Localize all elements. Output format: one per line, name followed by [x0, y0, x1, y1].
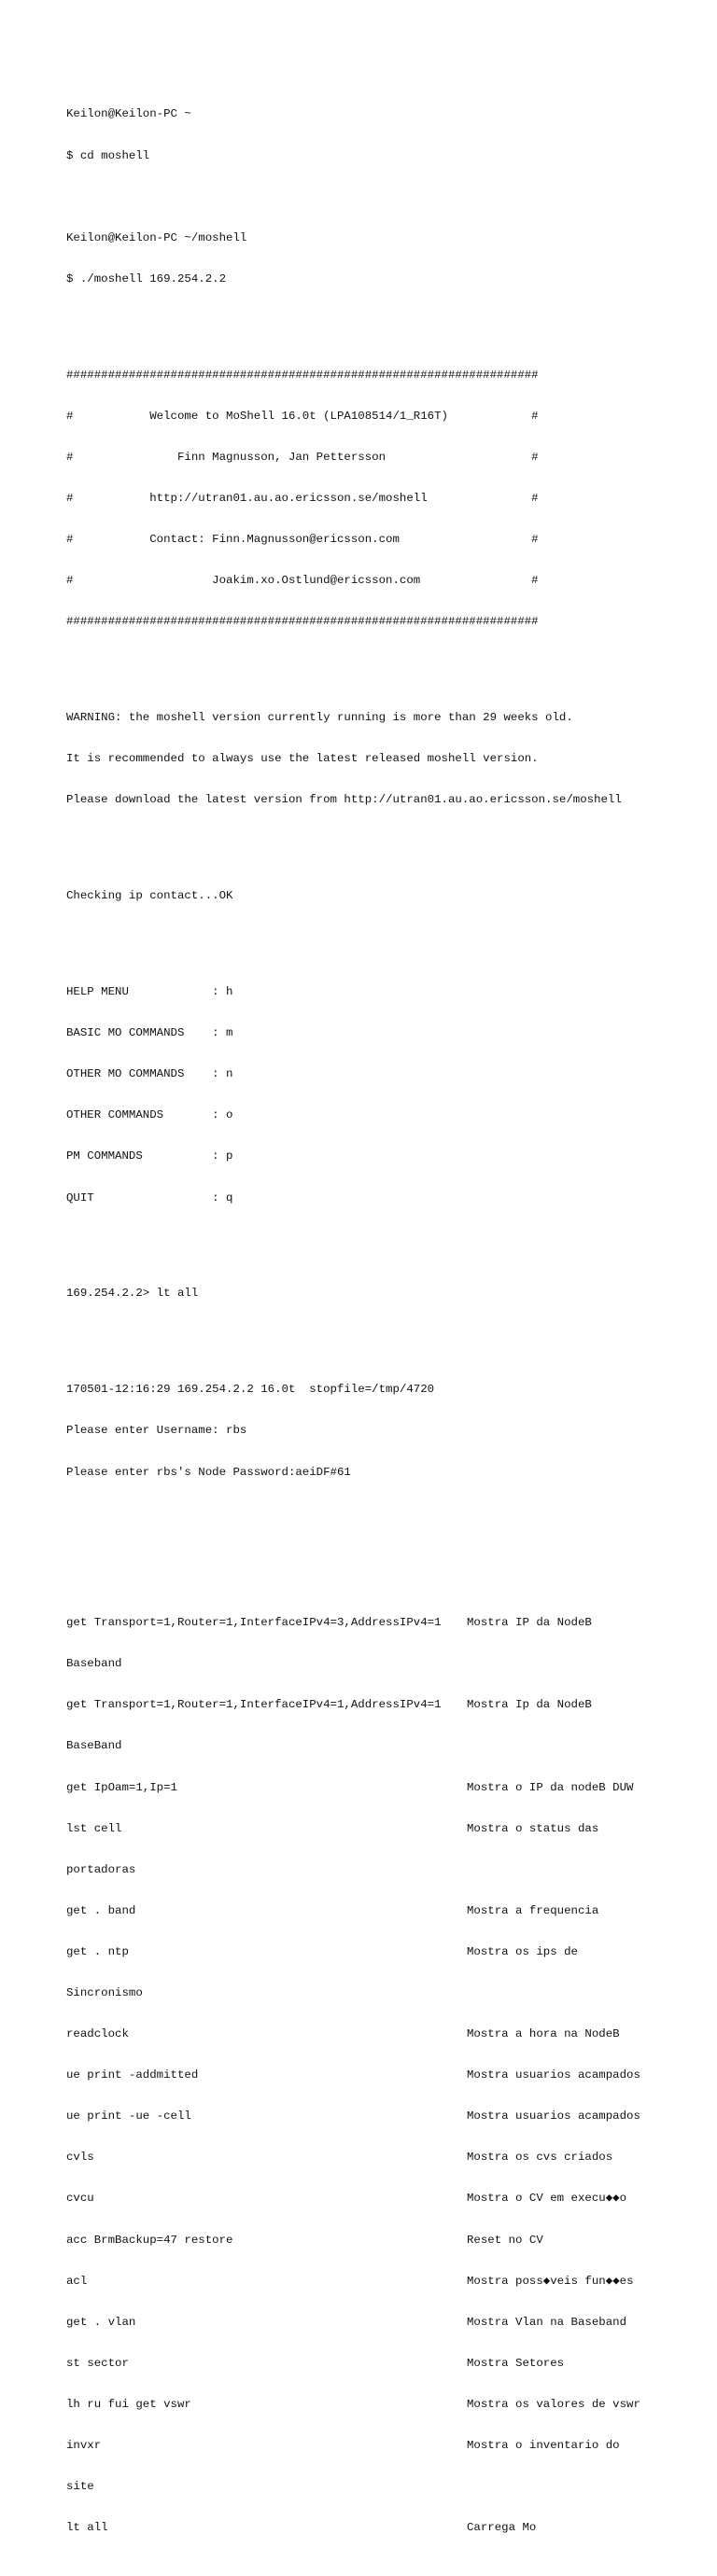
- warning-line: Please download the latest version from http://utran01.au.ao.ericsson.se/moshell: [66, 793, 622, 807]
- banner-line: # Welcome to MoShell 16.0t (LPA108514/1_R16T) #: [66, 409, 539, 423]
- command-row: [66, 2316, 640, 2330]
- command-text: invxr: [66, 2439, 102, 2453]
- command-description: Mostra o CV em execu◆◆o: [467, 2192, 627, 2206]
- command-row: [66, 1698, 640, 1712]
- command-table: [66, 1589, 640, 2563]
- command-row: [66, 2110, 640, 2123]
- command-description: Mostra IP da NodeB: [467, 1616, 592, 1630]
- command-text: BaseBand: [66, 1739, 122, 1753]
- command-text: get . ntp: [66, 1944, 129, 1958]
- command-row: [66, 1781, 640, 1795]
- warning-line: It is recommended to always use the latest released moshell version.: [66, 752, 539, 766]
- command-row: [66, 2480, 640, 2494]
- command-text: lh ru fui get vswr: [66, 2397, 191, 2411]
- menu-line: BASIC MO COMMANDS : m: [66, 1026, 233, 1040]
- command-row: [66, 2151, 640, 2165]
- session-line: Keilon@Keilon-PC ~: [66, 107, 191, 121]
- session-line: $ cd moshell: [66, 148, 150, 162]
- command-row: [66, 2398, 640, 2412]
- menu-line: PM COMMANDS : p: [66, 1149, 233, 1163]
- command-row: [66, 1863, 640, 1877]
- banner-line: # Finn Magnusson, Jan Pettersson #: [66, 450, 539, 464]
- menu-line: OTHER MO COMMANDS : n: [66, 1067, 233, 1081]
- command-row: [66, 2275, 640, 2289]
- command-description: Mostra a frequencia: [467, 1903, 599, 1917]
- command-row: [66, 1616, 640, 1630]
- command-text: acl: [66, 2274, 88, 2288]
- command-description: Mostra o status das: [467, 1821, 599, 1835]
- command-text: get Transport=1,Router=1,InterfaceIPv4=1,AddressIPv4=1: [66, 1698, 442, 1712]
- menu-line: OTHER COMMANDS : o: [66, 1108, 233, 1122]
- command-text: lst cell: [66, 1821, 122, 1835]
- command-description: Mostra usuarios acampados: [467, 2068, 640, 2082]
- warning-line: WARNING: the moshell version currently running is more than 29 weeks old.: [66, 711, 573, 725]
- command-text: ue print -ue -cell: [66, 2110, 191, 2123]
- command-description: Mostra a hora na NodeB: [467, 2027, 620, 2041]
- command-text: site: [66, 2480, 94, 2494]
- command-description: Reset no CV: [467, 2233, 543, 2247]
- command-description: Mostra os cvs criados: [467, 2151, 613, 2165]
- command-text: Sincronismo: [66, 1985, 143, 1999]
- checking-line: Checking ip contact...OK: [66, 889, 233, 903]
- command-description: Mostra Ip da NodeB: [467, 1698, 592, 1712]
- command-description: Mostra Setores: [467, 2356, 565, 2370]
- command-text: Baseband: [66, 1657, 122, 1671]
- command-text: get IpOam=1,Ip=1: [66, 1780, 177, 1794]
- command-description: Mostra os ips de: [467, 1944, 578, 1958]
- command-description: Carrega Mo: [467, 2521, 537, 2535]
- session-line: Keilon@Keilon-PC ~/moshell: [66, 230, 247, 244]
- command-text: cvcu: [66, 2192, 94, 2206]
- session-line: $ ./moshell 169.254.2.2: [66, 272, 227, 285]
- command-row: [66, 2068, 640, 2082]
- session-line: [66, 190, 640, 204]
- command-row: [66, 1945, 640, 1959]
- command-description: Mostra os valores de vswr: [467, 2397, 640, 2411]
- command-row: [66, 1986, 640, 2000]
- command-row: [66, 2521, 640, 2535]
- login-line: Please enter Username: rbs: [66, 1424, 247, 1438]
- command-row: [66, 1657, 640, 1671]
- command-row: [66, 2192, 640, 2206]
- command-row: [66, 2439, 640, 2453]
- command-text: get . band: [66, 1903, 136, 1917]
- command-text: cvls: [66, 2151, 94, 2165]
- banner-line: ####################################################################: [66, 615, 539, 629]
- command-row: [66, 1822, 640, 1836]
- banner-line: ####################################################################: [66, 368, 539, 382]
- command-row: [66, 1739, 640, 1753]
- command-description: Mostra usuarios acampados: [467, 2110, 640, 2123]
- banner-line: # Joakim.xo.Ostlund@ericsson.com #: [66, 574, 539, 588]
- command-row: [66, 2357, 640, 2371]
- command-text: portadoras: [66, 1862, 136, 1876]
- command-row: [66, 2027, 640, 2041]
- command-text: lt all: [66, 2521, 108, 2535]
- command-description: Mostra o inventario do: [467, 2439, 620, 2453]
- banner-line: # Contact: Finn.Magnusson@ericsson.com #: [66, 533, 539, 547]
- login-line: 170501-12:16:29 169.254.2.2 16.0t stopfile=/tmp/4720: [66, 1383, 435, 1397]
- command-text: st sector: [66, 2356, 129, 2370]
- login-line: Please enter rbs's Node Password:aeiDF#61: [66, 1465, 351, 1479]
- command-row: [66, 2234, 640, 2248]
- banner-line: # http://utran01.au.ao.ericsson.se/moshell #: [66, 491, 539, 505]
- command-text: acc BrmBackup=47 restore: [66, 2233, 233, 2247]
- command-row: [66, 1904, 640, 1918]
- prompt-line: 169.254.2.2> lt all: [66, 1287, 199, 1301]
- command-text: ue print -addmitted: [66, 2068, 199, 2082]
- command-text: get . vlan: [66, 2315, 136, 2329]
- command-description: Mostra poss◆veis fun◆◆es: [467, 2274, 634, 2288]
- command-text: get Transport=1,Router=1,InterfaceIPv4=3,AddressIPv4=1: [66, 1616, 442, 1630]
- menu-line: HELP MENU : h: [66, 985, 233, 999]
- terminal-document: [66, 80, 640, 2576]
- menu-line: QUIT : q: [66, 1191, 233, 1204]
- command-description: Mostra Vlan na Baseband: [467, 2315, 627, 2329]
- command-description: Mostra o IP da nodeB DUW: [467, 1780, 634, 1794]
- command-text: readclock: [66, 2027, 129, 2041]
